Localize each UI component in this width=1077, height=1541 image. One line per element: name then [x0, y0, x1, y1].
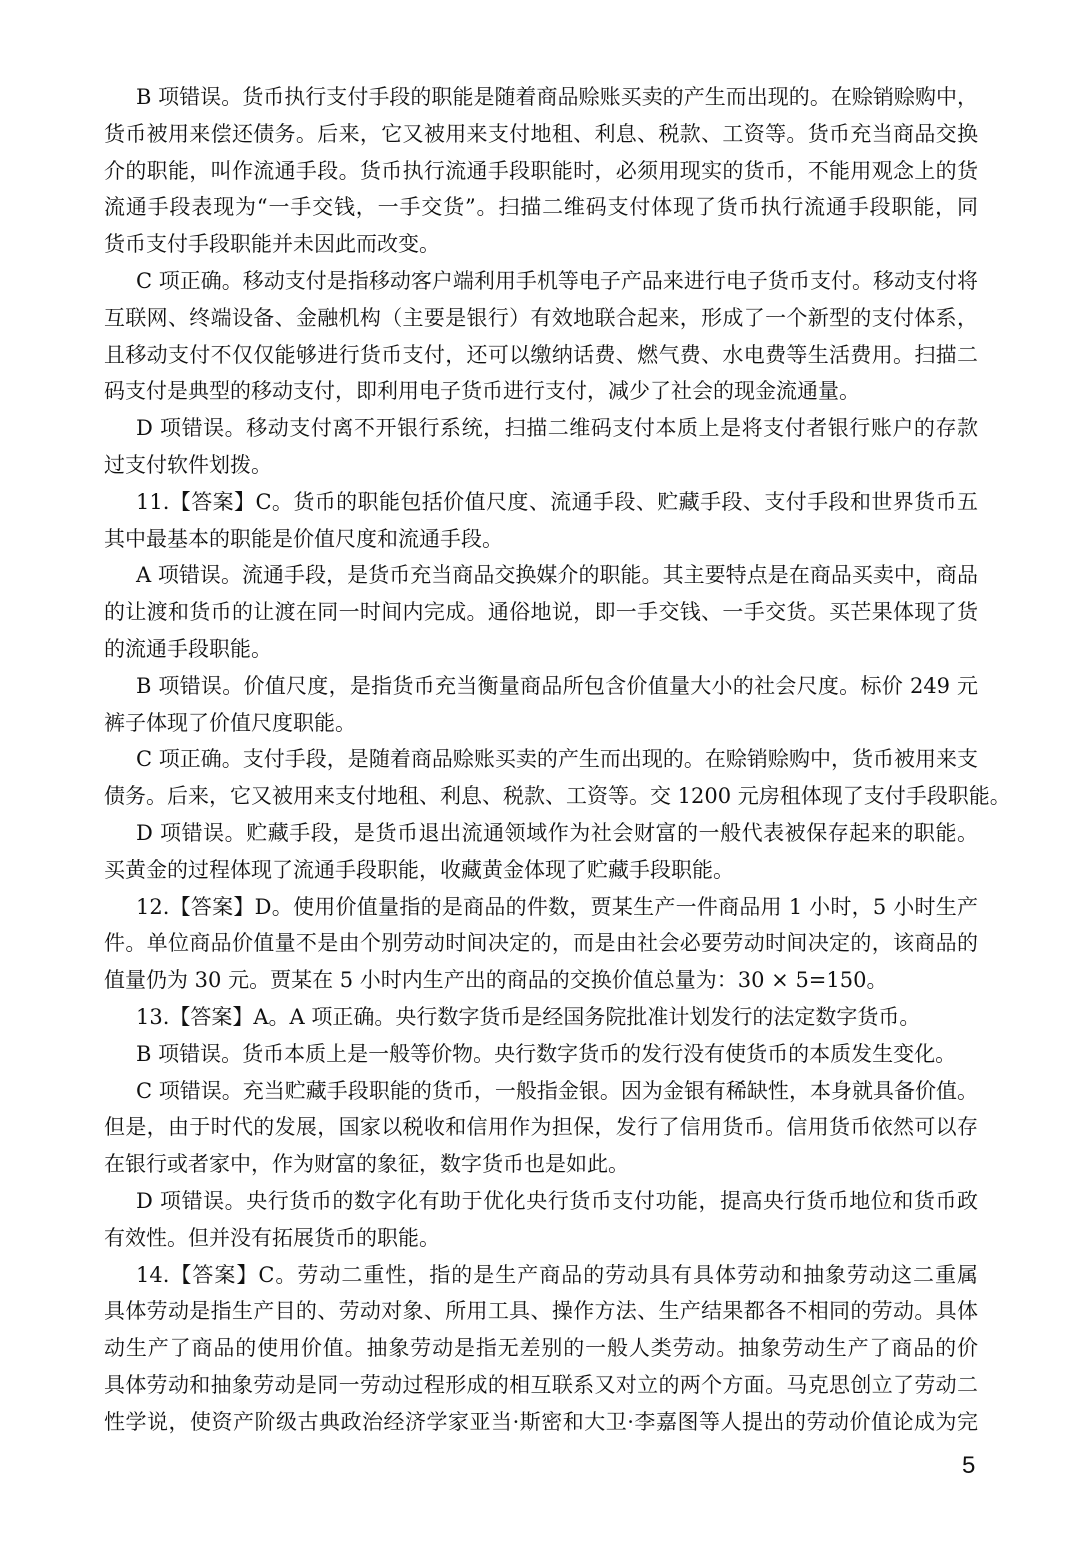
page-number: 5 — [962, 1452, 976, 1479]
paragraph — [104, 889, 978, 999]
paragraph — [104, 484, 978, 558]
text-line: 债务。后来，它又被用来支付地租、利息、税款、工资等。交 1200 元房租体现了支付手段职能。 — [104, 784, 1011, 809]
text-line: 动生产了商品的使用价值。抽象劳动是指无差别的一般人类劳动。抽象劳动生产了商品的价 — [104, 1336, 978, 1361]
paragraph — [104, 1257, 978, 1441]
text-line: B 项错误。货币执行支付手段的职能是随着商品赊账买卖的产生而出现的。在赊销赊购中， — [136, 85, 978, 109]
text-line: 具体劳动是指生产目的、劳动对象、所用工具、操作方法、生产结果都各不相同的劳动。具体 — [104, 1299, 978, 1324]
text-line: 裤子体现了价值尺度职能。 — [104, 710, 356, 735]
paragraph — [104, 668, 978, 742]
text-line: 值量仍为 30 元。贾某在 5 小时内生产出的商品的交换价值总量为：30 × 5=150。 — [104, 968, 888, 993]
paragraph — [104, 815, 978, 889]
paragraph — [104, 557, 978, 667]
text-line: C 项正确。支付手段，是随着商品赊账买卖的产生而出现的。在赊销赊购中，货币被用来支 — [136, 747, 978, 772]
paragraph — [104, 410, 978, 484]
paragraph — [104, 999, 978, 1036]
text-line: 但是，由于时代的发展，国家以税收和信用作为担保，发行了信用货币。信用货币依然可以存 — [104, 1115, 978, 1140]
text-line: D 项错误。央行货币的数字化有助于优化央行货币支付功能，提高央行货币地位和货币政 — [136, 1188, 978, 1213]
text-line: D 项错误。移动支付离不开银行系统，扫描二维码支付本质上是将支付者银行账户的存款 — [136, 416, 978, 441]
text-line: 的让渡和货币的让渡在同一时间内完成。通俗地说，即一手交钱、一手交货。买芒果体现了货 — [104, 600, 978, 625]
text-line: 且移动支付不仅仅能够进行货币支付，还可以缴纳话费、燃气费、水电费等生活费用。扫描二 — [104, 342, 978, 367]
text-line: B 项错误。货币本质上是一般等价物。央行数字货币的发行没有使货币的本质发生变化。 — [136, 1041, 957, 1066]
text-line: 介的职能，叫作流通手段。货币执行流通手段职能时，必须用现实的货币，不能用观念上的货 — [104, 158, 978, 183]
paragraph — [104, 1183, 978, 1257]
text-line: 流通手段表现为“一手交钱，一手交货”。扫描二维码支付体现了货币执行流通手段职能，同 — [104, 195, 978, 220]
paragraph — [104, 1036, 978, 1073]
paragraph — [104, 741, 1011, 815]
text-line: 码支付是典型的移动支付，即利用电子货币进行支付，减少了社会的现金流通量。 — [104, 379, 860, 404]
text-line: 14.【答案】C。劳动二重性，指的是生产商品的劳动具有具体劳动和抽象劳动这二重属 — [136, 1262, 978, 1287]
text-line: 过支付软件划拨。 — [104, 452, 272, 477]
paragraph — [104, 263, 978, 410]
text-line: D 项错误。贮藏手段，是货币退出流通领域作为社会财富的一般代表被保存起来的职能。 — [136, 820, 978, 845]
paragraph — [104, 79, 978, 263]
text-line: 性学说，使资产阶级古典政治经济学家亚当·斯密和大卫·李嘉图等人提出的劳动价值论成为完 — [104, 1409, 978, 1434]
paragraph — [104, 1073, 978, 1183]
text-line: C 项正确。移动支付是指移动客户端利用手机等电子产品来进行电子货币支付。移动支付将 — [136, 268, 978, 293]
text-line: B 项错误。价值尺度，是指货币充当衡量商品所包含价值量大小的社会尺度。标价 249 元 — [136, 673, 978, 698]
document-body — [104, 79, 1011, 1440]
text-line: 在银行或者家中，作为财富的象征，数字货币也是如此。 — [104, 1152, 629, 1177]
text-line: 件。单位商品价值量不是由个别劳动时间决定的，而是由社会必要劳动时间决定的，该商品的 — [104, 931, 978, 956]
text-line: 买黄金的过程体现了流通手段职能，收藏黄金体现了贮藏手段职能。 — [104, 857, 734, 882]
text-line: 货币支付手段职能并未因此而改变。 — [104, 232, 440, 257]
text-line: 互联网、终端设备、金融机构（主要是银行）有效地联合起来，形成了一个新型的支付体系， — [104, 305, 978, 330]
text-line: 具体劳动和抽象劳动是同一劳动过程形成的相互联系又对立的两个方面。马克思创立了劳动二 — [104, 1372, 978, 1397]
text-line: 12.【答案】D。使用价值量指的是商品的件数，贾某生产一件商品用 1 小时，5 小时生产 — [136, 894, 978, 919]
text-line: A 项错误。流通手段，是货币充当商品交换媒介的职能。其主要特点是在商品买卖中，商品 — [136, 563, 978, 588]
text-line: 的流通手段职能。 — [104, 636, 272, 661]
text-line: 13.【答案】A。A 项正确。央行数字货币是经国务院批准计划发行的法定数字货币。 — [136, 1004, 921, 1029]
text-line: 11.【答案】C。货币的职能包括价值尺度、流通手段、贮藏手段、支付手段和世界货币五 — [136, 489, 978, 514]
text-line: 货币被用来偿还债务。后来，它又被用来支付地租、利息、税款、工资等。货币充当商品交换 — [104, 121, 978, 146]
text-line: C 项错误。充当贮藏手段职能的货币，一般指金银。因为金银有稀缺性，本身就具备价值。 — [136, 1078, 978, 1103]
text-line: 有效性。但并没有拓展货币的职能。 — [104, 1225, 440, 1250]
text-line: 其中最基本的职能是价值尺度和流通手段。 — [104, 526, 503, 551]
